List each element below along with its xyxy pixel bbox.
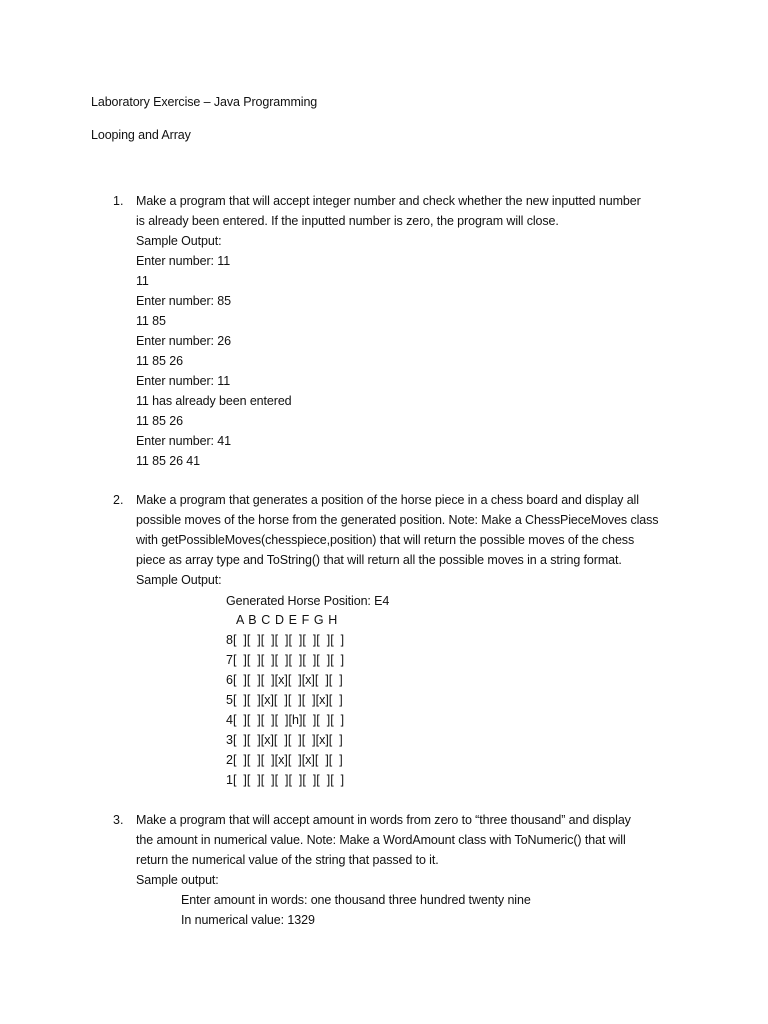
sample-line: Enter number: 11 [136,374,231,388]
document-subtitle: Looping and Array [91,128,191,142]
item-text-line: Make a program that will accept amount in words from zero to “three thousand” and display [136,813,631,827]
board-row: 5[ ][ ][x][ ][ ][ ][x][ ] [226,693,343,707]
board-row: 3[ ][ ][x][ ][ ][ ][x][ ] [226,733,343,747]
item-text-line: is already been entered. If the inputted number is zero, the program will close. [136,214,559,228]
item-text-line: Make a program that will accept integer number and check whether the new inputted number [136,194,641,208]
generated-position-text: Generated Horse Position: E4 [226,594,390,608]
board-row: 2[ ][ ][ ][x][ ][x][ ][ ] [226,753,343,767]
item-text-line: the amount in numerical value. Note: Make a WordAmount class with ToNumeric() that will [136,833,626,847]
sample-line: Enter number: 85 [136,294,231,308]
item-number: 3. [113,813,124,827]
board-row: 1[ ][ ][ ][ ][ ][ ][ ][ ] [226,773,345,787]
item-number: 2. [113,493,124,507]
item-text-line: with getPossibleMoves(chesspiece,position) that will return the possible moves of the chess [136,533,635,547]
sample-line: 11 85 [136,314,166,328]
sample-line: Enter number: 26 [136,334,231,348]
sample-line: 11 85 26 [136,414,183,428]
sample-line: Enter amount in words: one thousand three hundred twenty nine [181,893,531,907]
sample-line: Enter number: 11 [136,254,231,268]
board-column-header: A B C D E F G H [236,613,338,627]
sample-output-label: Sample Output: [136,573,222,587]
sample-output-label: Sample output: [136,873,219,887]
board-row: 8[ ][ ][ ][ ][ ][ ][ ][ ] [226,633,345,647]
item-text-line: piece as array type and ToString() that will return all the possible moves in a string format. [136,553,622,567]
sample-line: 11 85 26 41 [136,454,201,468]
item-text-line: Make a program that generates a position of the horse piece in a chess board and display all [136,493,639,507]
sample-line: In numerical value: 1329 [181,913,315,927]
item-text-line: return the numerical value of the string that passed to it. [136,853,439,867]
item-number: 1. [113,194,124,208]
sample-line: Enter number: 41 [136,434,231,448]
item-text-line: possible moves of the horse from the generated position. Note: Make a ChessPieceMoves class [136,513,659,527]
board-row: 6[ ][ ][ ][x][ ][x][ ][ ] [226,673,343,687]
sample-output-label: Sample Output: [136,234,222,248]
sample-line: 11 [136,274,149,288]
sample-line: 11 85 26 [136,354,183,368]
document-title: Laboratory Exercise – Java Programming [91,95,318,109]
board-row: 7[ ][ ][ ][ ][ ][ ][ ][ ] [226,653,345,667]
sample-line: 11 has already been entered [136,394,292,408]
board-row: 4[ ][ ][ ][ ][h][ ][ ][ ] [226,713,345,727]
